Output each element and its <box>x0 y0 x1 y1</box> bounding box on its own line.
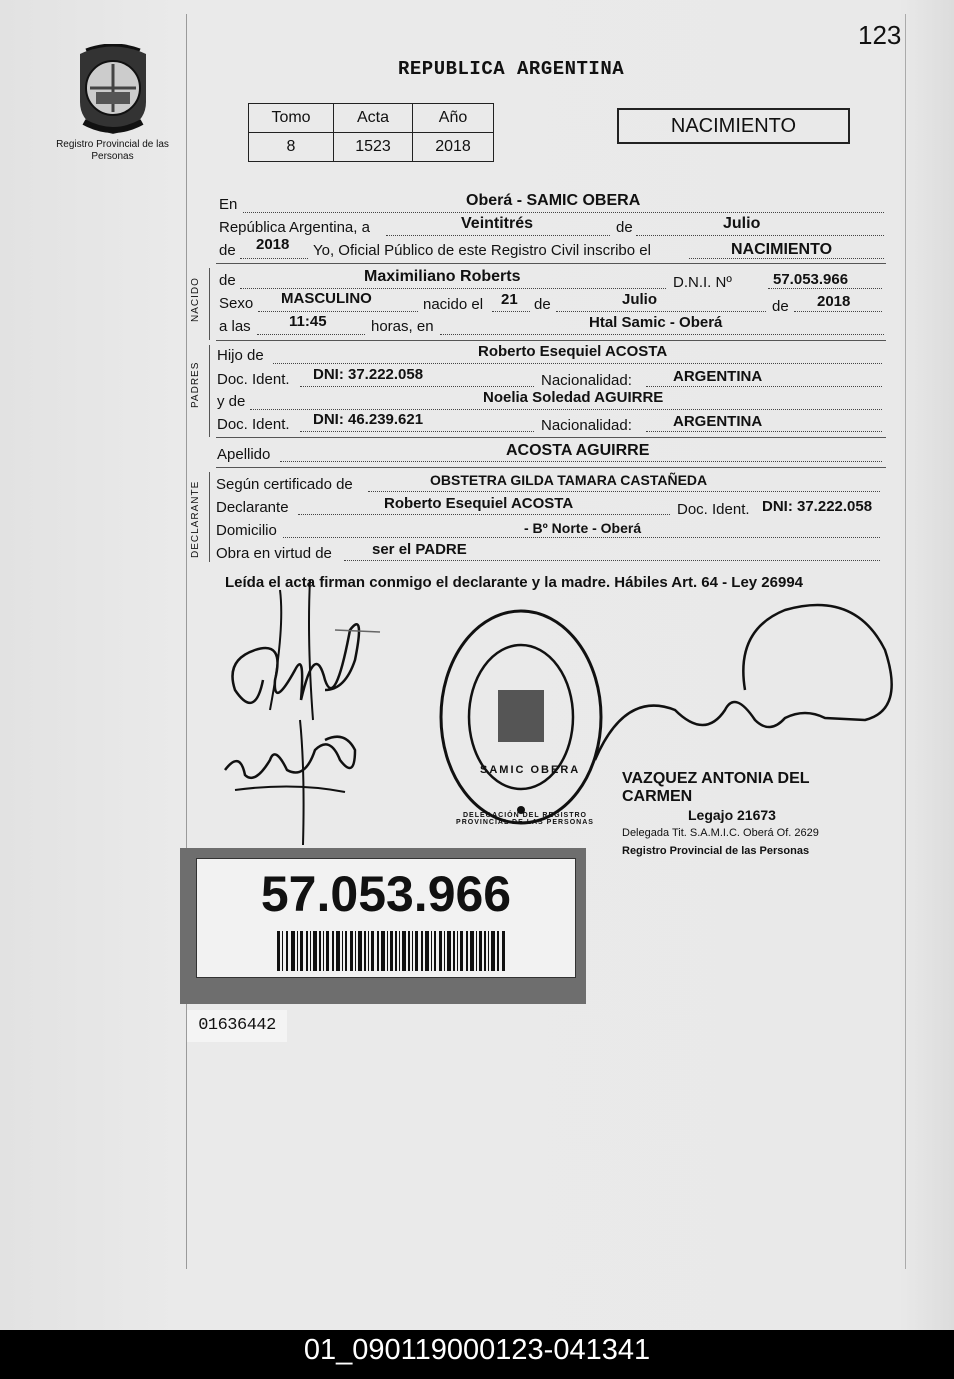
label-en: En <box>219 196 238 213</box>
declarant-signature-icon <box>215 570 395 850</box>
birth-month-value: Julio <box>622 291 658 308</box>
legal-note: Leída el acta firman conmigo el declarante y la madre. Hábiles Art. 64 - Ley 26994 <box>225 574 804 591</box>
father-name-value: Roberto Esequiel ACOSTA <box>478 343 668 360</box>
header-acta: Acta <box>334 104 413 133</box>
day-words-value: Veintitrés <box>461 215 534 232</box>
year-value: 2018 <box>256 236 290 253</box>
label-doc-ident: Doc. Ident. <box>677 501 750 518</box>
side-label-nacido: NACIDO <box>190 277 201 322</box>
label-nacionalidad: Nacionalidad: <box>541 372 632 389</box>
mother-nationality-value: ARGENTINA <box>673 413 763 430</box>
side-label-padres: PADRES <box>190 361 201 408</box>
declarant-value: Roberto Esequiel ACOSTA <box>384 495 574 512</box>
header-ano: Año <box>413 104 494 133</box>
separator <box>216 340 886 341</box>
declarant-doc-value: DNI: 37.222.058 <box>762 498 873 515</box>
mother-doc-value: DNI: 46.239.621 <box>313 411 424 428</box>
child-dni-value: 57.053.966 <box>773 271 849 288</box>
father-doc-value: DNI: 37.222.058 <box>313 366 424 383</box>
header-tomo: Tomo <box>249 104 334 133</box>
birth-time-value: 11:45 <box>289 313 327 330</box>
seal-inner-text: SAMIC OBERA <box>480 764 581 776</box>
label-de: de <box>534 296 551 313</box>
label-horas-en: horas, en <box>371 318 434 335</box>
dni-barcode-label <box>180 848 586 1004</box>
official-seal-icon <box>436 605 606 830</box>
section-divider <box>209 345 210 437</box>
label-hijo-de: Hijo de <box>217 347 264 364</box>
barcode-label-inner <box>196 858 576 978</box>
label-declarante: Declarante <box>216 499 289 516</box>
label-doc-ident: Doc. Ident. <box>217 416 290 433</box>
child-name-value: Maximiliano Roberts <box>364 268 521 285</box>
page-number: 123 <box>858 20 902 50</box>
label-de: de <box>219 272 236 289</box>
certificate-by-value: OBSTETRA GILDA TAMARA CASTAÑEDA <box>430 472 708 488</box>
official-legajo: Legajo 21673 <box>688 807 776 823</box>
separator <box>216 467 886 468</box>
record-type-box: NACIMIENTO <box>617 108 850 144</box>
label-de: de <box>616 219 633 236</box>
birth-year-value: 2018 <box>817 293 851 310</box>
label-oficial: Yo, Oficial Público de este Registro Civil inscribo el <box>313 242 651 259</box>
label-segun: Según certificado de <box>216 476 353 493</box>
official-name: VAZQUEZ ANTONIA DEL CARMEN <box>622 770 810 805</box>
section-divider <box>209 472 210 562</box>
official-signature-block <box>622 770 852 860</box>
registry-name: Registro Provincial de las Personas <box>56 139 169 162</box>
serial-number: 01636442 <box>187 1010 287 1042</box>
separator <box>216 437 886 438</box>
surname-value: ACOSTA AGUIRRE <box>506 442 650 459</box>
place-value: Oberá - SAMIC OBERA <box>466 192 641 209</box>
barcode-icon <box>277 931 507 971</box>
value-tomo: 8 <box>249 133 334 162</box>
label-apellido: Apellido <box>217 446 271 463</box>
label-a-las: a las <box>219 318 251 335</box>
provincial-coat-of-arms-icon <box>72 44 154 136</box>
document-title: REPUBLICA ARGENTINA <box>398 58 625 80</box>
official-signature-icon <box>585 590 900 780</box>
dotted-line <box>556 295 766 312</box>
birth-day-value: 21 <box>501 291 518 308</box>
label-nacionalidad: Nacionalidad: <box>541 417 632 434</box>
mother-name-value: Noelia Soledad AGUIRRE <box>483 389 664 406</box>
label-nacido-el: nacido el <box>423 296 484 313</box>
barcode-dni-number: 57.053.966 <box>260 866 512 922</box>
label-domicilio: Domicilio <box>216 522 277 539</box>
label-y-de: y de <box>217 393 246 410</box>
label-sexo: Sexo <box>219 295 254 312</box>
label-dni-no: D.N.I. Nº <box>673 274 732 291</box>
left-margin-line <box>186 14 187 1269</box>
label-de: de <box>219 242 236 259</box>
label-obra: Obra en virtud de <box>216 545 332 562</box>
separator <box>216 263 886 264</box>
sex-value: MASCULINO <box>281 290 372 307</box>
label-doc-ident: Doc. Ident. <box>217 371 290 388</box>
right-margin-line <box>905 14 906 1269</box>
section-divider <box>209 268 210 340</box>
side-label-declarante: DECLARANTE <box>190 480 201 558</box>
seal-ring-text: DELEGACIÓN DEL REGISTRO PROVINCIAL DE LAS PERSONAS <box>456 812 594 826</box>
father-nationality-value: ARGENTINA <box>673 368 763 385</box>
value-ano: 2018 <box>413 133 494 162</box>
by-virtue-value: ser el PADRE <box>372 541 467 558</box>
address-value: - Bº Norte - Oberá <box>524 520 642 536</box>
official-role: Delegada Tit. S.A.M.I.C. Oberá Of. 2629 <box>622 827 819 839</box>
footer-code: 01_090119000123-041341 <box>0 1330 954 1379</box>
birth-place-value: Htal Samic - Oberá <box>589 314 723 331</box>
month-value: Julio <box>723 215 761 232</box>
label-republica: República Argentina, a <box>219 219 370 236</box>
official-registry: Registro Provincial de las Personas <box>622 845 810 857</box>
registry-table <box>248 103 494 162</box>
act-type-value: NACIMIENTO <box>731 241 833 258</box>
value-acta: 1523 <box>334 133 413 162</box>
label-de: de <box>772 298 789 315</box>
